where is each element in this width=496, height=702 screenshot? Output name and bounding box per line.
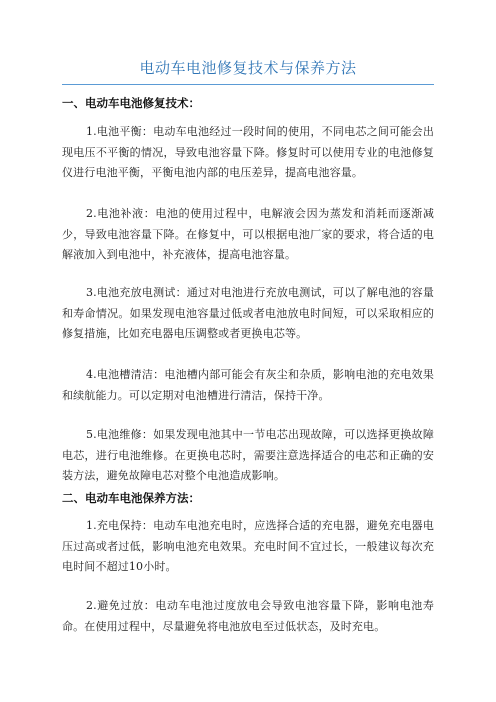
paragraph-electrolyte-refill: 2.电池补液：电池的使用过程中，电解液会因为蒸发和消耗而逐渐减少，导致电池容量下降。在修复中，可以根据电池厂家的要求，将合适的电解液加入到电池中，补充液体，提高电池容量。 [62, 207, 434, 261]
document-title: 电动车电池修复技术与保养方法 [139, 59, 357, 77]
paragraph-battery-balance: 1.电池平衡：电动车电池经过一段时间的使用，不同电芯之间可能会出现电压不平衡的情况，导致电池容量下降。修复时可以使用专业的电池修复仪进行电池平衡，平衡电池内部的电压差异，提高电池容量。 [62, 125, 434, 179]
paragraph-charging: 1.充电保持：电动车电池充电时，应选择合适的充电器，避免充电器电压过高或者过低，影响电池充电效果。充电时间不宜过长，一般建议每次充电时间不超过10小时。 [62, 519, 434, 573]
paragraph-slot-cleaning: 4.电池槽清洁：电池槽内部可能会有灰尘和杂质，影响电池的充电效果和续航能力。可以定期对电池槽进行清洁，保持干净。 [62, 368, 434, 402]
paragraph-charge-discharge-test: 3.电池充放电测试：通过对电池进行充放电测试，可以了解电池的容量和寿命情况。如果发现电池容量过低或者电池放电时间短，可以采取相应的修复措施，比如充电器电压调整或者更换电芯等。 [62, 286, 434, 340]
section-heading-care: 二、电动车电池保养方法： [62, 491, 200, 505]
paragraph-battery-maintenance: 5.电池维修：如果发现电池其中一节电芯出现故障，可以选择更换故障电芯，进行电池维修。在更换电芯时，需要注意选择适合的电芯和正确的安装方法，避免故障电芯对整个电池造成影响。 [62, 428, 434, 482]
title-divider [62, 84, 434, 85]
paragraph-avoid-over-discharge: 2.避免过放：电动车电池过度放电会导致电池容量下降，影响电池寿命。在使用过程中，尽量避免将电池放电至过低状态，及时充电。 [62, 599, 434, 633]
section-heading-repair: 一、电动车电池修复技术： [62, 96, 200, 110]
